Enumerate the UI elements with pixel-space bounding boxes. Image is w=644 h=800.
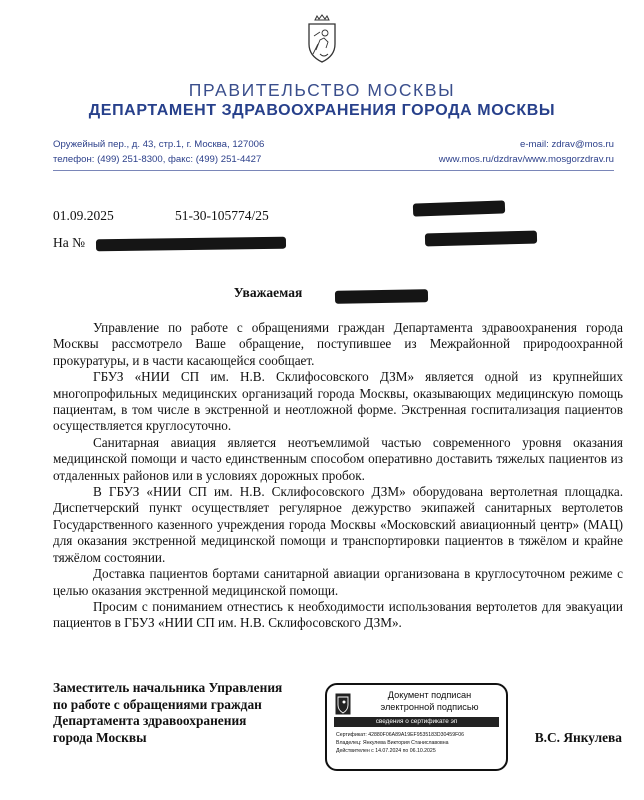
stamp-validity: Действителен с 14.07.2024 по 06.10.2025 bbox=[336, 748, 436, 754]
email-line: e-mail: zdrav@mos.ru bbox=[520, 139, 614, 150]
moscow-coat-of-arms-icon bbox=[306, 14, 338, 64]
document-number: 51-30-105774/25 bbox=[175, 208, 269, 223]
redacted-reference bbox=[96, 237, 286, 252]
stamp-certificate-info bbox=[336, 731, 500, 755]
letter-body bbox=[53, 320, 623, 632]
signer-position-line: Департамента здравоохранения bbox=[53, 713, 247, 728]
stamp-certificate-band: сведения о сертификате эп bbox=[334, 717, 499, 727]
department-title: ДЕПАРТАМЕНТ ЗДРАВООХРАНЕНИЯ ГОРОДА МОСКВЫ bbox=[88, 102, 556, 119]
stamp-title-line2: электронной подписью bbox=[380, 701, 479, 712]
contacts-left bbox=[53, 137, 264, 167]
signer-position-line: по работе с обращениями граждан bbox=[53, 696, 262, 712]
redacted-recipient-line2 bbox=[425, 231, 537, 247]
signer-position bbox=[53, 680, 282, 746]
document-date: 01.09.2025 bbox=[53, 208, 114, 223]
stamp-title bbox=[357, 690, 502, 713]
body-paragraph: Управление по работе с обращениями граждан Департамента здравоохранения города Москвы рассмотрело Ваше обращение, поступившее из Межрайонной природоохранной прокуратуры, и в части касающейся сообщает. bbox=[53, 320, 623, 368]
body-paragraph: Просим с пониманием отнестись к необходимости использования вертолетов для эвакуации пациентов в ГБУЗ «НИИ СП им. Н.В. Склифосовского ДЗМ». bbox=[53, 598, 623, 631]
stamp-coat-of-arms-icon bbox=[335, 693, 351, 715]
stamp-title-line1: Документ подписан bbox=[387, 690, 472, 700]
contacts-right bbox=[439, 137, 614, 167]
signer-name: В.С. Янкулева bbox=[534, 730, 622, 745]
body-paragraph: В ГБУЗ «НИИ СП им. Н.В. Склифосовского ДЗМ» оборудована вертолетная площадка. Диспетчерский пункт осуществляет регулярное дежурство экипажей санитарных вертолетов Государственного казенного учреждения города Москвы «Московский авиационный центр» (МАЦ) для оказания экстренной медицинской помощи и транспортировки пациентов в тяжёлом и крайне тяжёлом состоянии. bbox=[53, 484, 623, 565]
salutation bbox=[0, 285, 644, 301]
electronic-signature-stamp bbox=[325, 683, 508, 771]
stamp-owner: Владелец: Янкулева Виктория Станиславовна bbox=[336, 740, 449, 746]
address-line: Оружейный пер., д. 43, стр.1, г. Москва, 127006 bbox=[53, 139, 265, 150]
body-paragraph: ГБУЗ «НИИ СП им. Н.В. Склифосовского ДЗМ» является одной из крупнейших многопрофильных медицинских организаций города Москвы, оказывающих медицинскую помощь пациентам, в том числе в экстренной и неотложной форме. Экстренная госпитализация пациентов осуществляется круглосуточно. bbox=[53, 369, 623, 434]
salutation-text: Уважаемая bbox=[233, 285, 303, 300]
body-paragraph: Доставка пациентов бортами санитарной авиации организована в круглосуточном режиме с целью оказания экстренной медицинской помощи. bbox=[53, 566, 623, 598]
phone-line: телефон: (499) 251-8300, факс: (499) 251-4427 bbox=[53, 154, 262, 165]
body-paragraph: Санитарная авиация является неотъемлимой частью современного уровня оказания медицинской помощи и часто единственным способом оперативно доставить тяжелых пациентов из отдаленных районов или в условиях дорожных пробок. bbox=[53, 434, 623, 483]
header-divider bbox=[53, 170, 614, 171]
government-title: ПРАВИТЕЛЬСТВО МОСКВЫ bbox=[188, 80, 456, 100]
reference-label: На № bbox=[53, 235, 85, 250]
signer-position-line: Заместитель начальника Управления bbox=[53, 680, 283, 695]
websites-line: www.mos.ru/dzdrav/www.mosgorzdrav.ru bbox=[438, 154, 614, 165]
stamp-certificate: Сертификат: 42880F06A89A19EF9535183D30459F06 bbox=[336, 732, 465, 738]
signer-position-line: города Москвы bbox=[53, 729, 147, 745]
redacted-recipient-line1 bbox=[413, 200, 505, 216]
